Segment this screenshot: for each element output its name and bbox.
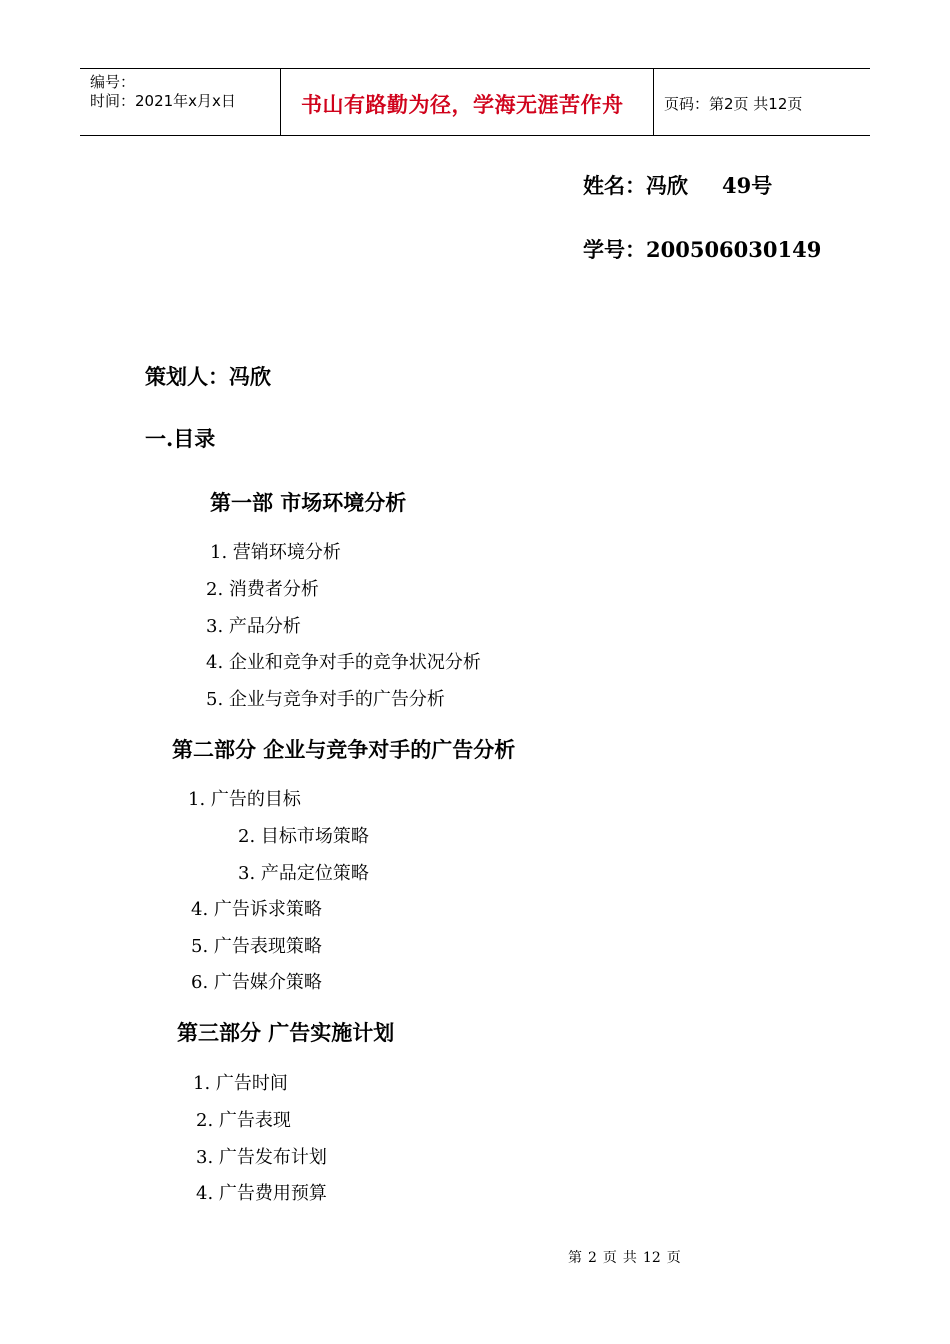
toc-item: 5. 企业与竞争对手的广告分析 <box>206 689 445 710</box>
toc-item: 2. 目标市场策略 <box>238 826 369 847</box>
toc-item: 5. 广告表现策略 <box>191 936 322 957</box>
page-info: 页码：第2页 共12页 <box>664 95 803 113</box>
footer-page-number: 2 <box>588 1250 597 1266</box>
toc-item: 4. 广告费用预算 <box>196 1183 327 1204</box>
page-header <box>80 68 870 136</box>
time-label: 时间：2021年x月x日 <box>90 92 236 110</box>
number-label: 编号： <box>90 73 136 91</box>
footer-ye: 页 <box>602 1250 617 1266</box>
header-motto-cell <box>281 69 654 135</box>
student-number: 49号 <box>722 173 773 198</box>
toc-item: 4. 企业和竞争对手的竞争状况分析 <box>206 652 481 673</box>
toc-item: 3. 产品定位策略 <box>238 863 369 884</box>
student-id: 学号：200506030149 <box>583 237 822 262</box>
header-meta <box>80 69 281 135</box>
toc-item: 1. 广告的目标 <box>188 789 301 810</box>
student-name-line <box>583 170 772 200</box>
footer-ye2: 页 <box>666 1250 681 1266</box>
toc-part1-title: 第一部 市场环境分析 <box>210 490 407 515</box>
motto: 书山有路勤为径，学海无涯苦作舟 <box>301 93 624 117</box>
toc-part2-title: 第二部分 企业与竞争对手的广告分析 <box>172 737 516 762</box>
footer-total-pages: 12 <box>642 1250 661 1266</box>
toc-item: 4. 广告诉求策略 <box>191 899 322 920</box>
toc-item: 3. 广告发布计划 <box>196 1147 327 1168</box>
toc-item: 2. 消费者分析 <box>206 579 319 600</box>
footer-di: 第 <box>568 1250 582 1266</box>
page-footer <box>565 1247 684 1267</box>
toc-item: 1. 广告时间 <box>193 1073 288 1094</box>
toc-item: 6. 广告媒介策略 <box>191 972 322 993</box>
toc-part3-title: 第三部分 广告实施计划 <box>177 1020 395 1045</box>
student-name: 姓名：冯欣 <box>583 173 688 198</box>
toc-title: 一.目录 <box>145 426 216 451</box>
footer-gong: 共 <box>622 1250 637 1266</box>
planner: 策划人：冯欣 <box>145 364 271 389</box>
header-page-cell <box>654 69 870 135</box>
toc-item: 3. 产品分析 <box>206 616 301 637</box>
toc-item: 1. 营销环境分析 <box>210 542 341 563</box>
toc-item: 2. 广告表现 <box>196 1110 291 1131</box>
